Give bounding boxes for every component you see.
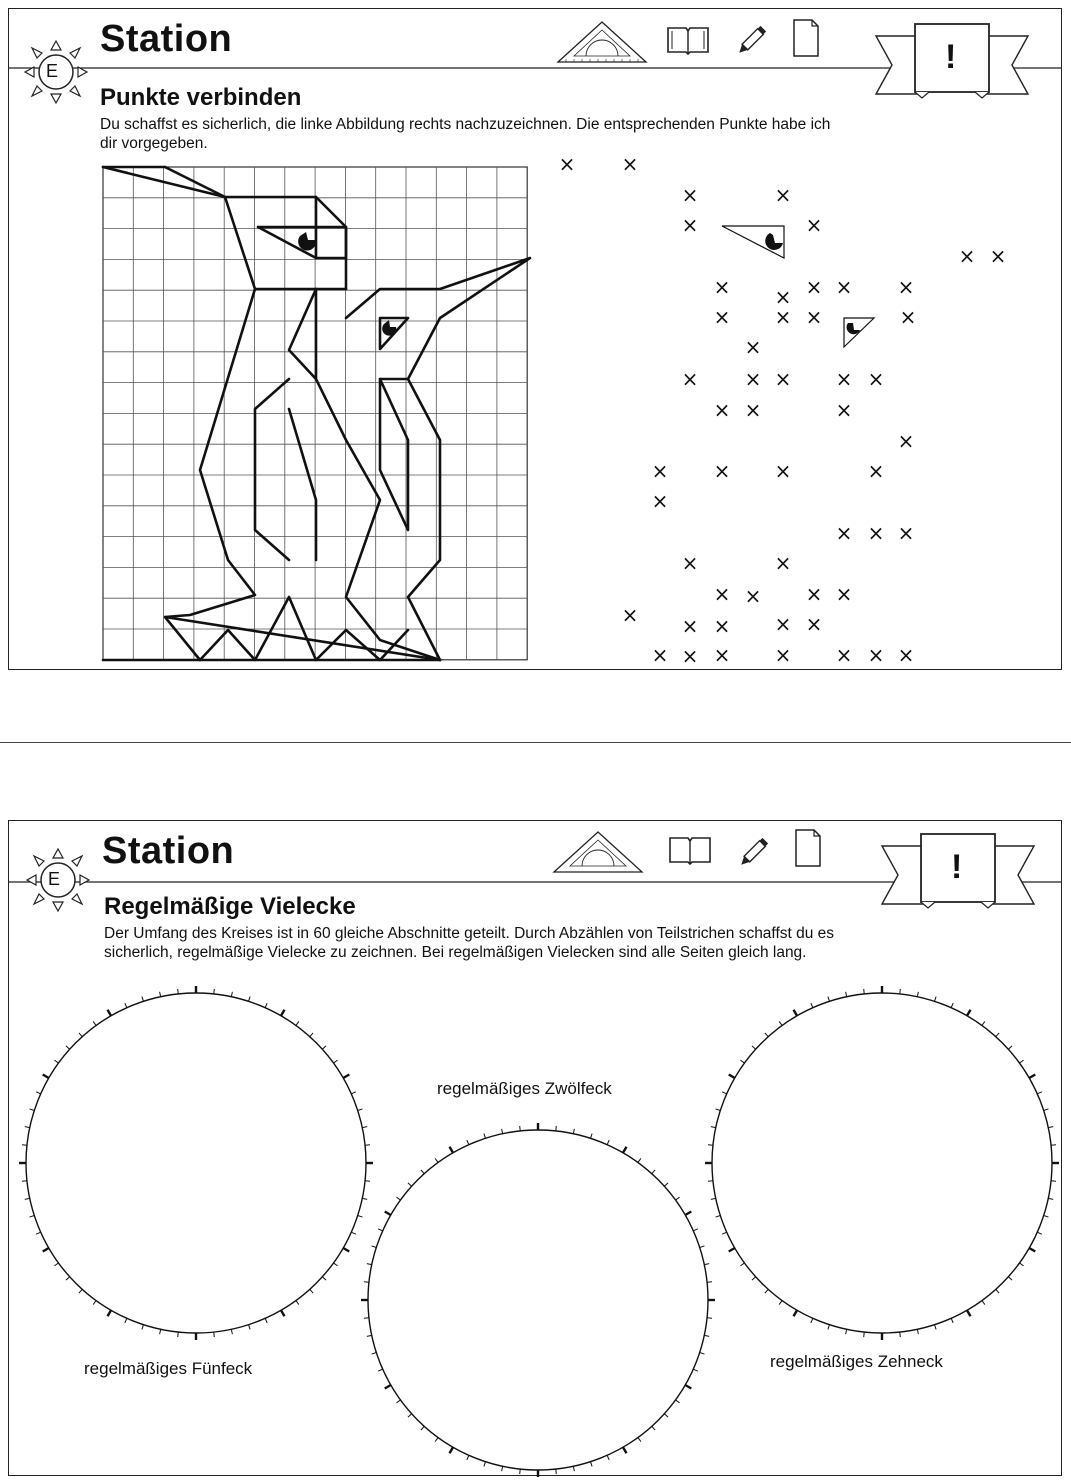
dot-cross: × [681,614,699,638]
dot-cross: × [621,152,639,176]
circle-tick [334,1060,338,1063]
circle-tick [296,1021,299,1025]
circle-label-zehneck: regelmäßiges Zehneck [770,1352,943,1371]
dot-cross: × [713,275,731,299]
circle-tick [281,1310,285,1316]
circle-tick [652,1170,655,1174]
circle-tick [296,1301,299,1305]
circle-tick [704,1335,709,1336]
dot-cross: × [621,603,639,627]
circle-tick [125,1318,127,1323]
circle-tick [1029,1248,1035,1252]
circle-tick [265,1318,267,1323]
circle-tick [556,1126,557,1131]
badge-letter: E [48,869,61,889]
circle-tick [900,989,901,994]
circle-tick [556,1469,557,1474]
circle-tick [794,1310,798,1316]
dot-cross: × [897,429,915,453]
dot-cross: × [713,643,731,667]
circle-tick [982,1021,985,1025]
circle-tick [249,997,251,1002]
dot-cross: × [835,582,853,606]
circle-tick [794,1010,798,1016]
circle-outline [712,993,1052,1333]
tick-circle [19,986,373,1340]
circle-tick [700,1246,705,1248]
circle-tick [66,1277,70,1280]
circle-tick [676,1197,680,1200]
tick-circles [19,986,1059,1477]
circle-tick [467,1140,469,1145]
circle-tick [125,1003,127,1008]
dot-cross: × [774,183,792,207]
dot-cross: × [867,459,885,483]
circle-tick [623,1447,627,1453]
circle-tick [846,1329,847,1334]
circle-tick [408,1183,412,1186]
circle-tick [351,1092,356,1094]
dot-cross: × [713,305,731,329]
circle-tick [740,1263,744,1266]
circle-tick [1051,1145,1056,1146]
circle-tick [591,1462,593,1467]
circle-tick [43,1248,49,1252]
circle-tick [396,1197,400,1200]
circle-tick [700,1353,705,1355]
circle-tick [310,1289,313,1293]
pencil-icon [738,838,768,868]
circle-tick [1020,1263,1024,1266]
circle-tick [108,1310,112,1316]
circle-tick [484,1462,486,1467]
circle-tick [638,1438,641,1442]
circle-tick [358,1216,363,1218]
circle-tick [685,1385,691,1389]
circle-tick [864,1332,865,1337]
circle-tick [664,1183,668,1186]
circle-tick [421,1426,424,1430]
circle-tick [54,1060,58,1063]
dot-cross: × [774,459,792,483]
circle-tick [811,1003,813,1008]
circle-outline [26,993,366,1333]
circle-tick [722,1232,727,1234]
circle-tick [36,1232,41,1234]
circle-tick [435,1158,438,1162]
dot-cross: × [805,213,823,237]
page-title: Station [100,18,233,60]
dot-cross: × [897,275,915,299]
circle-tick [573,1466,574,1471]
dot-cross: × [774,612,792,636]
circle-tick [828,1325,830,1330]
circle-tick [935,1325,937,1330]
circle-tick [828,997,830,1002]
circle-tick [1029,1075,1035,1079]
circle-tick [520,1126,521,1131]
banner-exclamation: ! [945,38,957,76]
description-line-1: Du schaffst es sicherlich, die linke Abbildung rechts nachzuzeichnen. Die entsprechenden Punkte habe ich [100,116,831,133]
circle-tick [638,1158,641,1162]
dot-cross: × [835,367,853,391]
circle-tick [652,1426,655,1430]
circle-tick [502,1466,503,1471]
dot-cross: × [835,275,853,299]
circle-tick [385,1385,391,1389]
dot-cross: × [651,643,669,667]
dot-cross: × [713,398,731,422]
circle-tick [396,1400,400,1403]
circle-tick [708,1181,713,1182]
circle-tick [1008,1277,1012,1280]
circle-tick [343,1075,349,1079]
circle-tick [265,1003,267,1008]
circle-tick [30,1216,35,1218]
dot-cross: × [867,367,885,391]
circle-tick [811,1318,813,1323]
circle-tick [214,989,215,994]
circle-tick [1020,1060,1024,1063]
dot-cross: × [805,582,823,606]
circle-tick [716,1109,721,1111]
circle-tick [1051,1181,1056,1182]
section-subtitle: Regelmäßige Vielecke [104,893,356,920]
dot-cross: × [867,643,885,667]
dot-cross: × [805,305,823,329]
circle-tick [160,1329,161,1334]
dot-cross: × [805,612,823,636]
description-line-2: sicherlich, regelmäßige Vielecke zu zeichnen. Bei regelmäßigen Vielecken sind alle Seiten gleich lang. [104,944,807,961]
circle-tick [367,1264,372,1265]
circle-tick [864,989,865,994]
circle-tick [484,1134,486,1139]
circle-tick [607,1455,609,1460]
circle-tick [729,1248,735,1252]
circle-tick [520,1469,521,1474]
circle-tick [573,1129,574,1134]
circle-tick [281,1010,285,1016]
dot-cross: × [835,398,853,422]
circle-tick [1044,1216,1049,1218]
circle-tick [367,1335,372,1336]
circle-tick [917,992,918,997]
circle-tick [951,1318,953,1323]
dot-cross: × [744,398,762,422]
circle-tick [385,1212,391,1216]
section-subtitle: Punkte verbinden [100,84,302,111]
circle-tick [334,1263,338,1266]
circle-tick [93,1301,96,1305]
circle-tick [343,1248,349,1252]
dot-cross: × [899,305,917,329]
dot-cross: × [958,244,976,268]
circle-tick [160,992,161,997]
circle-tick [722,1092,727,1094]
circle-tick [607,1140,609,1145]
dot-cross: × [681,644,699,668]
circle-tick [729,1075,735,1079]
circle-tick [351,1232,356,1234]
circle-tick [362,1127,367,1128]
circle-tick [967,1010,971,1016]
dot-cross: × [774,643,792,667]
dot-cross: × [805,275,823,299]
circle-tick [25,1198,30,1199]
circle-tick [704,1264,709,1265]
dot-cross: × [774,305,792,329]
dot-cross: × [713,459,731,483]
circle-tick [372,1246,377,1248]
circle-tick [421,1170,424,1174]
circle-tick [846,992,847,997]
circle-tick [779,1021,782,1025]
circle-tick [365,1181,370,1182]
circle-tick [996,1033,999,1037]
circle-tick [178,989,179,994]
circle-tick [322,1046,326,1049]
dot-cross: × [651,459,669,483]
circle-tick [1048,1198,1053,1199]
circle-tick [996,1289,999,1293]
circle-tick [676,1400,680,1403]
circle-tick [79,1289,82,1293]
circle-tick [362,1198,367,1199]
circle-tick [364,1318,369,1319]
circle-tick [66,1046,70,1049]
dot-cross: × [835,643,853,667]
circle-label-zwoelfeck: regelmäßiges Zwölfeck [437,1079,612,1098]
circle-tick [752,1277,756,1280]
tick-circle [361,1123,715,1477]
circle-tick [365,1145,370,1146]
circle-tick [178,1332,179,1337]
circle-tick [967,1310,971,1316]
circle-tick [623,1147,627,1153]
circle-label-fuenfeck: regelmäßiges Fünfeck [84,1359,253,1378]
circle-tick [779,1301,782,1305]
circle-tick [693,1369,698,1371]
circle-tick [231,1329,232,1334]
dot-cross: × [713,614,731,638]
dot-cross: × [744,335,762,359]
circle-tick [982,1301,985,1305]
circle-tick [707,1282,712,1283]
circle-tick [711,1198,716,1199]
circle-tick [108,1010,112,1016]
circle-tick [693,1229,698,1231]
dot-cross: × [774,551,792,575]
circle-tick [711,1127,716,1128]
dot-cross: × [651,489,669,513]
description-line-2: dir vorgegeben. [100,135,208,152]
description-line-1: Der Umfang des Kreises ist in 60 gleiche Abschnitte geteilt. Durch Abzählen von Teilstrichen schaffst du es [104,925,835,942]
circle-tick [450,1447,454,1453]
dot-cross: × [867,521,885,545]
dot-cross: × [681,183,699,207]
circle-tick [664,1414,668,1417]
dot-cross: × [744,584,762,608]
circle-tick [231,992,232,997]
dot-cross: × [774,367,792,391]
dot-cross: × [897,643,915,667]
circle-tick [310,1033,313,1037]
book-icon [670,838,710,864]
badge-letter: E [46,61,59,81]
circle-tick [752,1046,756,1049]
circle-tick [716,1216,721,1218]
circle-tick [54,1263,58,1266]
dot-cross: × [681,213,699,237]
dot-cross: × [744,367,762,391]
set-square-icon [554,832,642,872]
dot-cross: × [681,367,699,391]
circle-tick [685,1212,691,1216]
circle-tick [214,1332,215,1337]
circle-tick [1008,1046,1012,1049]
page-title: Station [102,830,235,872]
circle-tick [435,1438,438,1442]
circle-tick [707,1318,712,1319]
circle-tick [22,1145,27,1146]
circle-tick [951,1003,953,1008]
circle-tick [900,1332,901,1337]
circle-tick [765,1033,768,1037]
circle-tick [935,997,937,1002]
circle-outline [368,1130,708,1470]
circle-tick [1037,1232,1042,1234]
circle-tick [36,1092,41,1094]
circle-tick [358,1109,363,1111]
circle-tick [708,1145,713,1146]
circle-tick [1048,1127,1053,1128]
circle-tick [142,997,144,1002]
circle-tick [467,1455,469,1460]
dot-cross: × [774,285,792,309]
dot-cross: × [897,521,915,545]
circle-tick [79,1033,82,1037]
circle-tick [378,1229,383,1231]
circle-tick [378,1369,383,1371]
document-icon [796,830,820,866]
tick-circle [705,986,1059,1340]
circle-tick [1044,1109,1049,1111]
circle-tick [322,1277,326,1280]
circle-tick [372,1353,377,1355]
dot-cross: × [713,582,731,606]
dot-cross: × [835,521,853,545]
circle-tick [93,1021,96,1025]
circle-tick [591,1134,593,1139]
circle-tick [450,1147,454,1153]
circle-tick [740,1060,744,1063]
circle-tick [43,1075,49,1079]
circle-tick [408,1414,412,1417]
circle-tick [142,1325,144,1330]
circle-tick [502,1129,503,1134]
circle-tick [1037,1092,1042,1094]
dot-cross: × [989,244,1007,268]
dot-cross: × [681,551,699,575]
circle-tick [765,1289,768,1293]
circle-tick [22,1181,27,1182]
circle-tick [364,1282,369,1283]
dot-cross: × [558,152,576,176]
circle-tick [917,1329,918,1334]
circle-tick [249,1325,251,1330]
circle-tick [30,1109,35,1111]
banner-exclamation: ! [951,848,963,886]
circle-tick [25,1127,30,1128]
